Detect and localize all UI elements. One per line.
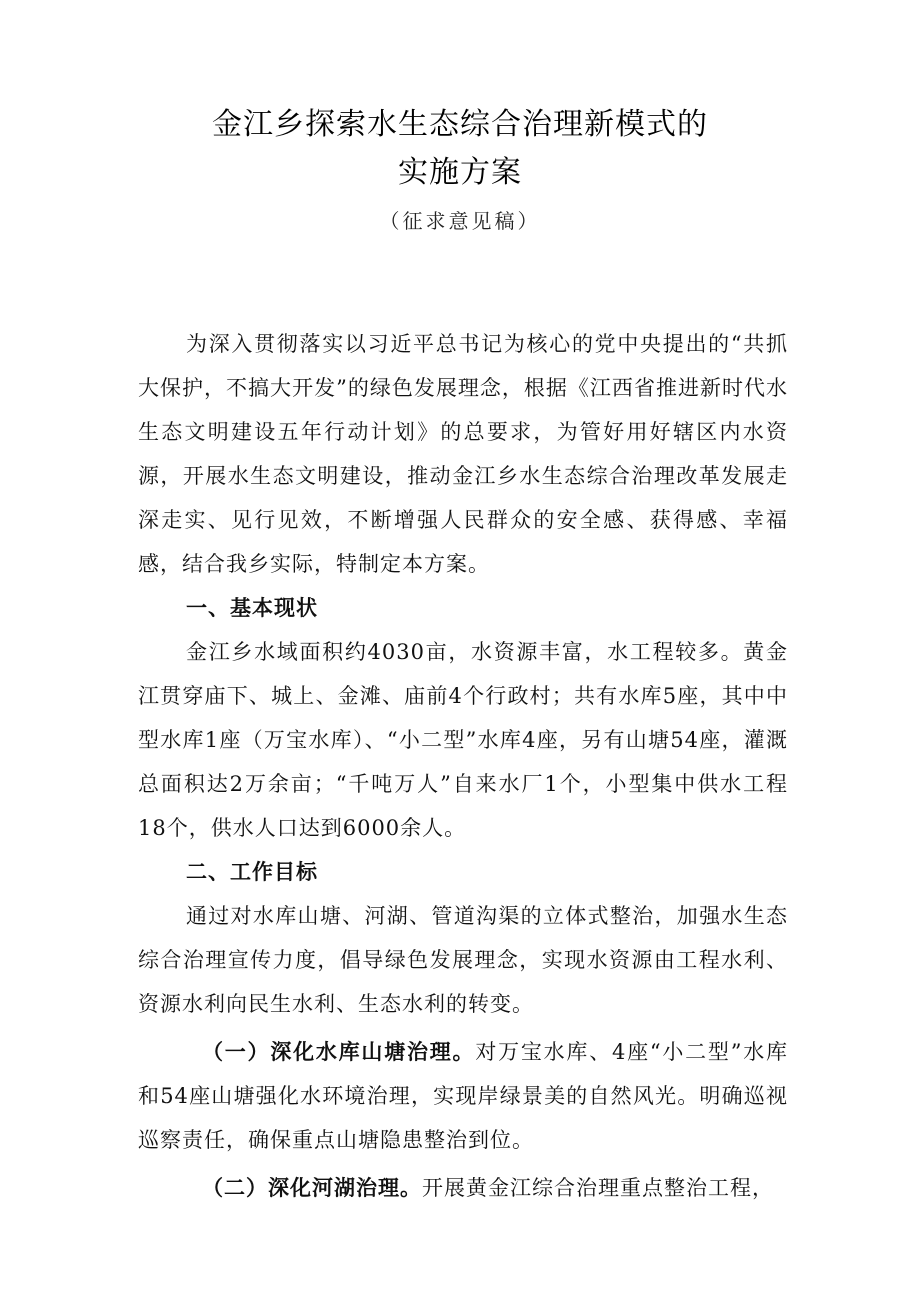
document-subtitle: （征求意见稿）	[379, 209, 541, 233]
section2-heading: 二、工作目标	[186, 860, 318, 884]
section1-paragraph: 金江乡水域面积约4030亩，水资源丰富，水工程较多。黄金江贯穿庙下、城上、金滩、庙前4个行政村；共有水库5座，其中中型水库1座（万宝水库）、“小二型”水库4座，另有山塘54座，灌溉总面积达2万余亩；“千吨万人”自来水厂1个，小型集中供水工程18个，供水人口达到6000余人。	[138, 640, 788, 840]
item2-paragraph	[138, 1166, 788, 1210]
item1-lead: （一）深化水库山塘治理。	[202, 1040, 476, 1064]
item1-paragraph	[138, 1030, 788, 1162]
item2-body: 开展黄金江综合治理重点整治工程，	[422, 1176, 774, 1200]
item2-lead: （二）深化河湖治理。	[202, 1176, 422, 1200]
intro-paragraph: 为深入贯彻落实以习近平总书记为核心的党中央提出的“共抓大保护，不搞大开发”的绿色发展理念，根据《江西省推进新时代水生态文明建设五年行动计划》的总要求，为管好用好辖区内水资源，开展水生态文明建设，推动金江乡水生态综合治理改革发展走深走实、见行见效，不断增强人民群众的安全感、获得感、幸福感，结合我乡实际，特制定本方案。	[138, 332, 788, 576]
document-body	[138, 322, 788, 1210]
item1-body: 对万宝水库、4座“小二型”水库和54座山塘强化水环境治理，实现岸绿景美的自然风光。明确巡视巡察责任，确保重点山塘隐患整治到位。	[138, 1040, 788, 1152]
document-title-line2: 实施方案	[398, 155, 522, 190]
document-title-line1: 金江乡探索水生态综合治理新模式的	[212, 107, 708, 142]
section2-paragraph: 通过对水库山塘、河湖、管道沟渠的立体式整治，加强水生态综合治理宣传力度，倡导绿色发展理念，实现水资源由工程水利、资源水利向民生水利、生态水利的转变。	[138, 904, 788, 1016]
section1-heading: 一、基本现状	[186, 596, 318, 620]
